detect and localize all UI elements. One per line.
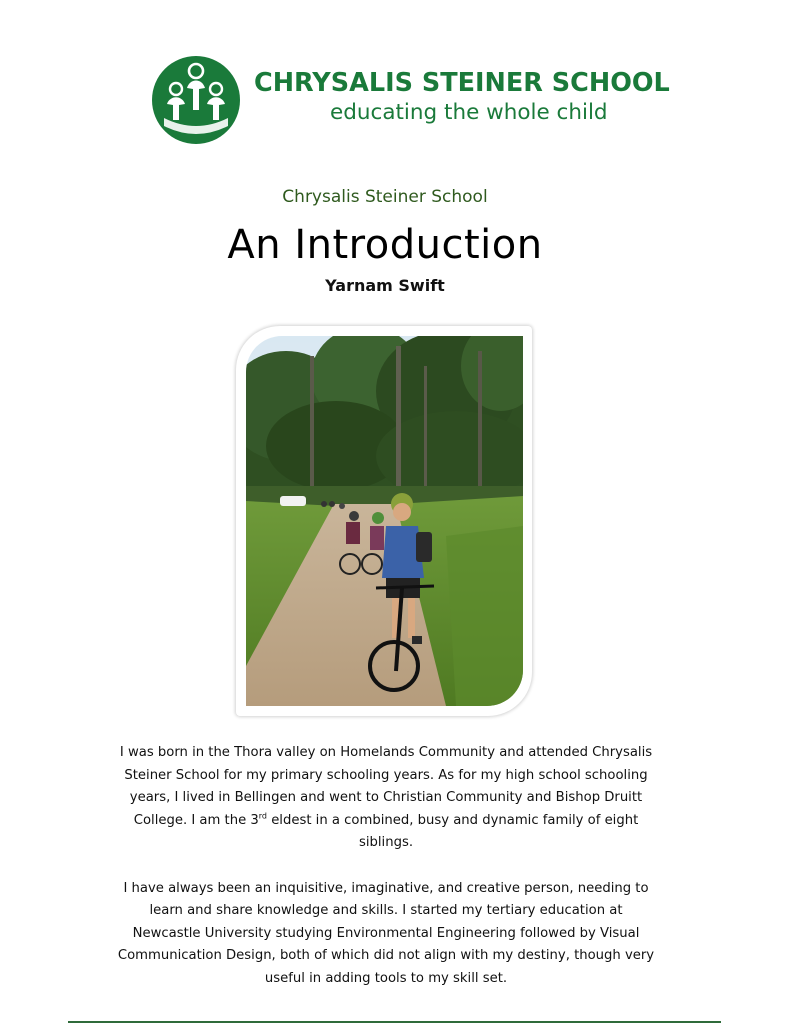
paragraph-1-text-end: eldest in a combined, busy and dynamic family of eight siblings. xyxy=(267,812,639,851)
ordinal-suffix: rd xyxy=(258,811,267,821)
logo-school-name: CHRYSALIS STEINER SCHOOL xyxy=(254,68,670,98)
school-heading: Chrysalis Steiner School xyxy=(282,187,488,207)
paragraph-2: I have always been an inquisitive, imaginative, and creative person, needing to learn and share knowledge and skills. I started my tertiary education at Newcastle University studying Environmental Engineering followed by Visual Communication Design, both of which did not align with my destiny, though very useful in adding tools to my skill set. xyxy=(117,880,655,986)
paragraph-1-text: I was born in the Thora valley on Homelands Community and attended Chrysalis Steiner School for my primary schooling years. As for my high school schooling years, I lived in Bellingen and went to Christian Community and Bishop Druitt College. I am the 3 xyxy=(119,745,653,828)
logo-tagline: educating the whole child xyxy=(330,100,608,125)
paragraph-1 xyxy=(116,742,656,855)
intro-body xyxy=(116,742,656,1013)
author-name: Yarnam Swift xyxy=(325,276,445,295)
document-title: An Introduction xyxy=(227,222,543,268)
chrysalis-figures-icon xyxy=(152,56,240,144)
photo-cyclists-on-dirt-road xyxy=(246,336,523,706)
footer-divider xyxy=(68,1021,721,1023)
school-logo xyxy=(152,56,670,148)
